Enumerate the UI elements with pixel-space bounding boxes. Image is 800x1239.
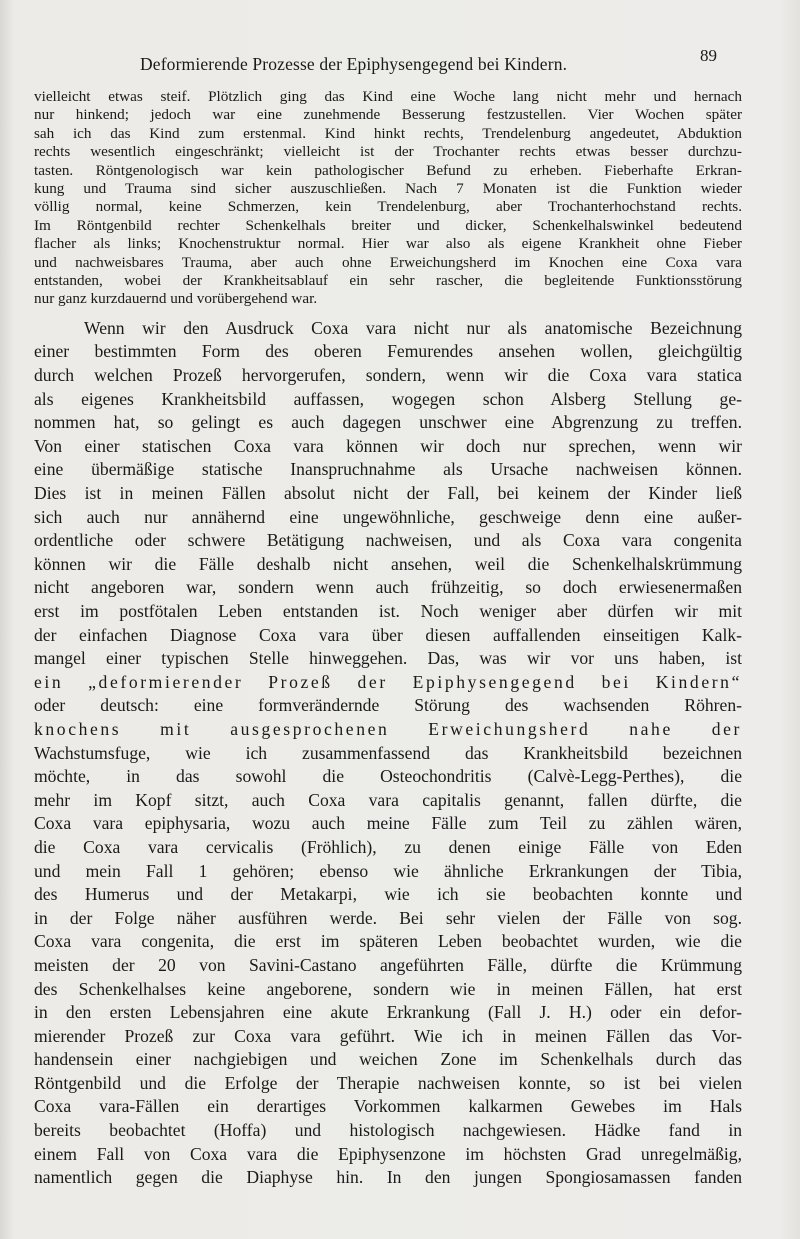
text-line: Wachstumsfuge, wie ich zusammenfassend das Krankheitsbild bezeichnen [34,742,742,763]
text-line: kung und Trauma sind sicher auszuschließen. Nach 7 Monaten ist die Funktion wieder [34,180,742,198]
text-line: mierender Prozeß zur Coxa vara geführt. Wie ich in meinen Fällen das Vor- [34,1025,742,1046]
text-line: Röntgenbild und die Erfolge der Therapie nachweisen konnte, so ist bei vielen [34,1072,742,1093]
text-line: nommen hat, so gelingt es auch dagegen unschwer eine Abgrenzung zu treffen. [34,412,742,433]
text-line: ordentliche oder schwere Betätigung nachweisen, und als Coxa vara congenita [34,530,742,551]
text-line: und mein Fall 1 gehören; ebenso wie ähnliche Erkrankungen der Tibia, [34,860,742,881]
text-line: Coxa vara epiphysaria, wozu auch meine Fälle zum Teil zu zählen wären, [34,813,742,834]
text-line: einem Fall von Coxa vara die Epiphysenzone im höchsten Grad unregelmäßig, [34,1143,742,1164]
text-line: vielleicht etwas steif. Plötzlich ging das Kind eine Woche lang nicht mehr und hernach [34,88,742,105]
text-line: mehr im Kopf sitzt, auch Coxa vara capitalis genannt, fallen dürfte, die [34,789,742,810]
text-line: völlig normal, keine Schmerzen, kein Trendelenburg, aber Trochanterhochstand rechts. [34,198,742,216]
text-line: einer bestimmten Form des oberen Femurendes ansehen wollen, gleichgültig [34,341,742,362]
text-line: Dies ist in meinen Fällen absolut nicht der Fall, bei keinem der Kinder ließ [34,483,742,504]
text-line: in der Folge näher ausführen werde. Bei sehr vielen der Fälle von sog. [34,907,742,928]
text-line: durch welchen Prozeß hervorgerufen, sondern, wenn wir die Coxa vara statica [34,365,742,386]
page-number: 89 [700,46,717,65]
text-line: entstanden, wobei der Krankheitsablauf ein sehr rascher, die begleitende Funktionsstörung [34,272,742,290]
text-line: Im Röntgenbild rechter Schenkelhals breiter und dicker, Schenkelhalswinkel bedeutend [34,216,742,234]
page-header [0,44,800,80]
text-line: des Schenkelhalses keine angeborene, sondern wie in meinen Fällen, hat erst [34,978,742,999]
text-line: namentlich gegen die Diaphyse hin. In den jungen Spongiosamassen fanden [34,1167,742,1188]
text-line: Coxa vara-Fällen ein derartiges Vorkommen kalkarmen Gewebes im Hals [34,1096,742,1117]
page-body [34,88,742,1190]
text-line: Wenn wir den Ausdruck Coxa vara nicht nur als anatomische Bezeichnung [84,317,742,338]
text-line: flacher als links; Knochenstruktur normal. Hier war also als eigene Krankheit ohne Fieber [34,235,742,253]
emphasized-text-line: ein „deformierender Prozeß der Epiphysengegend bei Kindern“ [34,671,742,692]
text-line: Von einer statischen Coxa vara können wir doch nur sprechen, wenn wir [34,435,742,456]
case-report-paragraph [34,88,742,309]
text-line: des Humerus und der Metakarpi, wie ich sie beobachten konnte und [34,884,742,905]
text-line: nicht angeboren war, sondern wenn auch frühzeitig, so doch erwiesenermaßen [34,577,742,598]
text-line: sich auch nur annähernd eine ungewöhnliche, geschweige denn eine außer- [34,506,742,527]
text-line: mangel einer typischen Stelle hinweggehen. Das, was wir vor uns haben, ist [34,648,742,669]
emphasized-text-line: oder deutsch: eine formverändernde Störung des wachsenden Röhren- [34,695,742,716]
text-line: nur ganz kurzdauernd und vorübergehend war. [34,290,318,308]
text-line: tasten. Röntgenologisch war kein pathologischer Befund zu erheben. Fieberhafte Erkran- [34,161,742,179]
text-line: möchte, in das sowohl die Osteochondritis (Calvè-Legg-Perthes), die [34,766,742,787]
text-line: als eigenes Krankheitsbild auffassen, wogegen schon Alsberg Stellung ge- [34,388,742,409]
text-line: erst im postfötalen Leben entstanden ist. Noch weniger aber dürfen wir mit [34,601,742,621]
text-line: handensein einer nachgiebigen und weichen Zone im Schenkelhals durch das [34,1049,742,1070]
text-line: sah ich das Kind zum erstenmal. Kind hinkt rechts, Trendelenburg angedeutet, Abduktion [34,124,742,142]
text-line: nur hinkend; jedoch war eine zunehmende Besserung festzustellen. Vier Wochen später [34,106,742,124]
text-line: die Coxa vara cervicalis (Fröhlich), zu denen einige Fälle von Eden [34,836,742,857]
text-line: eine übermäßige statische Inanspruchnahme als Ursache nachweisen können. [34,459,742,480]
text-line: bereits beobachtet (Hoffa) und histologisch nachgewiesen. Hädke fand in [34,1120,742,1141]
running-title: Deformierende Prozesse der Epiphysengegend bei Kindern. [140,54,568,74]
text-line: können wir die Fälle deshalb nicht ansehen, weil die Schenkelhalskrümmung [34,553,742,574]
discussion-paragraph [34,317,742,1190]
text-line: Coxa vara congenita, die erst im späteren Leben beobachtet wurden, wie die [34,931,742,952]
emphasized-text-line: knochens mit ausgesprochenen Erweichungsherd nahe der [34,718,742,739]
text-line: meisten der 20 von Savini-Castano angeführten Fälle, dürfte die Krümmung [34,954,742,975]
text-line: rechts wesentlich eingeschränkt; vielleicht ist der Trochanter rechts etwas besser durchzu- [34,143,742,161]
text-line: der einfachen Diagnose Coxa vara über diesen auffallenden einseitigen Kalk- [34,624,742,645]
text-line: in den ersten Lebensjahren eine akute Erkrankung (Fall J. H.) oder ein defor- [34,1002,742,1023]
text-line: und nachweisbares Trauma, aber auch ohne Erweichungsherd im Knochen eine Coxa vara [34,253,742,271]
